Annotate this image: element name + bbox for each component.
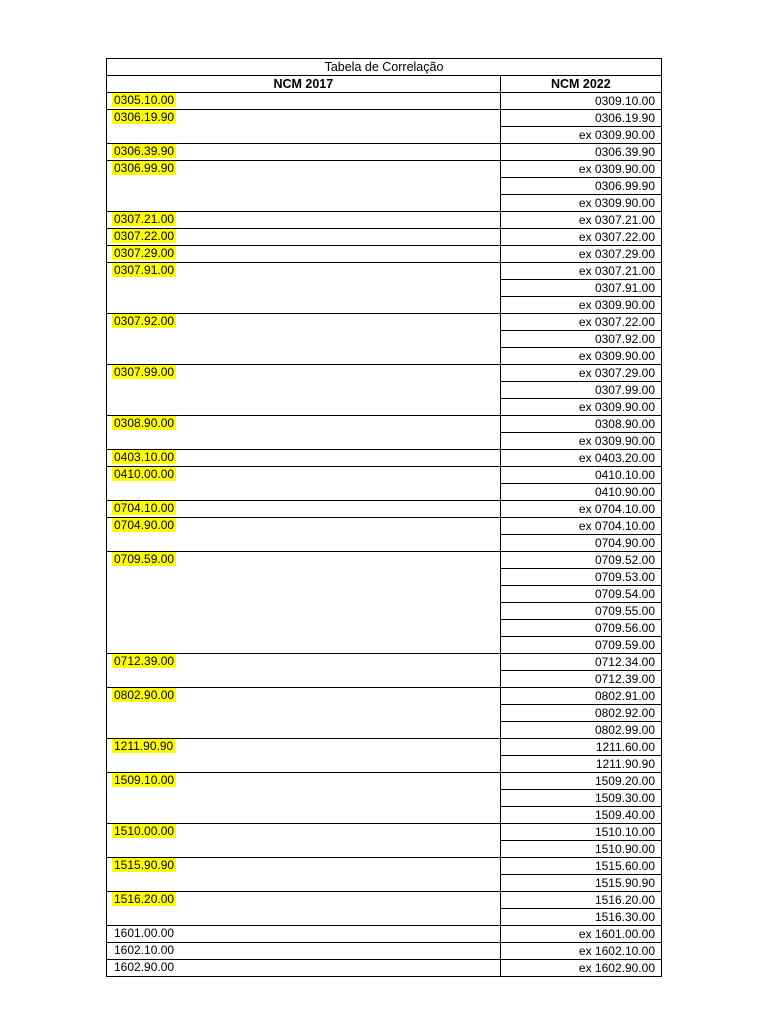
- ncm-2022-cell: 0802.92.00: [500, 705, 661, 722]
- ncm-2022-cell: ex 0307.21.00: [500, 212, 661, 229]
- ncm-2017-cell: [107, 552, 501, 654]
- ncm-2022-cell: 0712.34.00: [500, 654, 661, 671]
- ncm-2022-cell: ex 0309.90.00: [500, 195, 661, 212]
- ncm-2017-code-highlighted: 1515.90.90: [114, 858, 175, 872]
- ncm-2022-cell: 1516.30.00: [500, 909, 661, 926]
- ncm-2022-cell: ex 1601.00.00: [500, 926, 661, 943]
- table-row: [107, 212, 662, 229]
- ncm-2022-cell: 0709.55.00: [500, 603, 661, 620]
- ncm-2022-cell: 1211.60.00: [500, 739, 661, 756]
- ncm-2022-cell: ex 0309.90.00: [500, 297, 661, 314]
- ncm-2022-cell: 0709.53.00: [500, 569, 661, 586]
- ncm-2017-cell: [107, 144, 501, 161]
- ncm-2022-cell: 0307.92.00: [500, 331, 661, 348]
- ncm-2017-code-highlighted: 0307.29.00: [114, 246, 175, 260]
- table-row: [107, 314, 662, 331]
- ncm-2022-cell: 1515.90.90: [500, 875, 661, 892]
- header-ncm-2017: NCM 2017: [107, 76, 501, 93]
- ncm-2017-cell: [107, 450, 501, 467]
- ncm-2017-cell: [107, 110, 501, 144]
- ncm-2017-code-highlighted: 0306.99.90: [114, 161, 175, 175]
- table-row: [107, 450, 662, 467]
- ncm-2022-cell: ex 0307.29.00: [500, 365, 661, 382]
- table-title: Tabela de Correlação: [107, 59, 662, 76]
- ncm-2022-cell: 0709.59.00: [500, 637, 661, 654]
- ncm-2017-code-highlighted: 0308.90.00: [114, 416, 175, 430]
- ncm-2017-cell: [107, 501, 501, 518]
- ncm-2017-cell: [107, 654, 501, 688]
- table-row: [107, 263, 662, 280]
- ncm-2022-cell: ex 0309.90.00: [500, 127, 661, 144]
- ncm-2022-cell: 0410.90.00: [500, 484, 661, 501]
- ncm-2022-cell: ex 0307.29.00: [500, 246, 661, 263]
- ncm-2022-cell: 0306.99.90: [500, 178, 661, 195]
- ncm-2017-code-highlighted: 1510.00.00: [114, 824, 175, 838]
- ncm-2017-code-highlighted: 0306.19.90: [114, 110, 175, 124]
- header-ncm-2022: NCM 2022: [500, 76, 661, 93]
- ncm-2022-cell: 0709.56.00: [500, 620, 661, 637]
- table-row: [107, 93, 662, 110]
- ncm-2022-cell: 0712.39.00: [500, 671, 661, 688]
- ncm-2017-code-highlighted: 0307.22.00: [114, 229, 175, 243]
- ncm-2017-cell: [107, 246, 501, 263]
- ncm-2022-cell: ex 0309.90.00: [500, 433, 661, 450]
- table-row: [107, 654, 662, 671]
- table-row: [107, 229, 662, 246]
- ncm-2017-code-highlighted: 0307.92.00: [114, 314, 175, 328]
- ncm-2022-cell: 1510.90.00: [500, 841, 661, 858]
- table-row: [107, 161, 662, 178]
- ncm-2022-cell: 0709.54.00: [500, 586, 661, 603]
- ncm-2022-cell: ex 0704.10.00: [500, 501, 661, 518]
- table-row: [107, 824, 662, 841]
- ncm-2017-code-highlighted: 0307.21.00: [114, 212, 175, 226]
- ncm-2017-code: 1602.90.00: [114, 960, 175, 974]
- ncm-2022-cell: 0709.52.00: [500, 552, 661, 569]
- table-row: [107, 552, 662, 569]
- ncm-2017-cell: [107, 858, 501, 892]
- ncm-2017-code-highlighted: 0410.00.00: [114, 467, 175, 481]
- ncm-2022-cell: ex 0307.22.00: [500, 314, 661, 331]
- ncm-2022-cell: ex 0403.20.00: [500, 450, 661, 467]
- table-row: [107, 960, 662, 977]
- ncm-2017-cell: [107, 229, 501, 246]
- table-row: [107, 739, 662, 756]
- ncm-2017-code-highlighted: 0704.10.00: [114, 501, 175, 515]
- ncm-2017-cell: [107, 773, 501, 824]
- ncm-2022-cell: 1211.90.90: [500, 756, 661, 773]
- ncm-2022-cell: 1510.10.00: [500, 824, 661, 841]
- table-row: [107, 365, 662, 382]
- ncm-2022-cell: ex 0309.90.00: [500, 348, 661, 365]
- ncm-2022-cell: 0307.91.00: [500, 280, 661, 297]
- ncm-2017-code-highlighted: 1516.20.00: [114, 892, 175, 906]
- ncm-2017-cell: [107, 365, 501, 416]
- ncm-2022-cell: 0704.90.00: [500, 535, 661, 552]
- ncm-2022-cell: 0802.91.00: [500, 688, 661, 705]
- ncm-2017-cell: [107, 960, 501, 977]
- header-row: [107, 76, 662, 93]
- ncm-2017-cell: [107, 926, 501, 943]
- ncm-2022-cell: 1509.30.00: [500, 790, 661, 807]
- ncm-2022-cell: 1515.60.00: [500, 858, 661, 875]
- ncm-2017-cell: [107, 212, 501, 229]
- ncm-2022-cell: 0306.19.90: [500, 110, 661, 127]
- ncm-2022-cell: 0802.99.00: [500, 722, 661, 739]
- ncm-2022-cell: 0307.99.00: [500, 382, 661, 399]
- ncm-2017-code-highlighted: 0403.10.00: [114, 450, 175, 464]
- ncm-2017-code-highlighted: 0712.39.00: [114, 654, 175, 668]
- ncm-2017-code-highlighted: 0307.91.00: [114, 263, 175, 277]
- ncm-2017-cell: [107, 892, 501, 926]
- ncm-2017-cell: [107, 161, 501, 212]
- ncm-2017-cell: [107, 739, 501, 773]
- table-row: [107, 467, 662, 484]
- correlation-table: [106, 58, 662, 977]
- title-row: [107, 59, 662, 76]
- table-row: [107, 144, 662, 161]
- ncm-2022-cell: ex 0307.22.00: [500, 229, 661, 246]
- ncm-2017-cell: [107, 824, 501, 858]
- ncm-2022-cell: 1516.20.00: [500, 892, 661, 909]
- ncm-2017-code-highlighted: 0306.39.90: [114, 144, 175, 158]
- table-row: [107, 688, 662, 705]
- ncm-2017-cell: [107, 263, 501, 314]
- table-row: [107, 246, 662, 263]
- ncm-2022-cell: 0308.90.00: [500, 416, 661, 433]
- table-row: [107, 773, 662, 790]
- ncm-2022-cell: 0309.10.00: [500, 93, 661, 110]
- table-row: [107, 110, 662, 127]
- ncm-2017-cell: [107, 518, 501, 552]
- ncm-2017-code: 1602.10.00: [114, 943, 175, 957]
- table-row: [107, 926, 662, 943]
- table-row: [107, 943, 662, 960]
- ncm-2017-cell: [107, 467, 501, 501]
- table-row: [107, 892, 662, 909]
- ncm-2017-code-highlighted: 1211.90.90: [114, 739, 174, 753]
- ncm-2022-cell: ex 0309.90.00: [500, 399, 661, 416]
- ncm-2017-code-highlighted: 0802.90.00: [114, 688, 175, 702]
- ncm-2017-code-highlighted: 0305.10.00: [114, 93, 175, 107]
- ncm-2017-code-highlighted: 0709.59.00: [114, 552, 175, 566]
- ncm-2017-code-highlighted: 1509.10.00: [114, 773, 175, 787]
- ncm-2017-cell: [107, 688, 501, 739]
- ncm-2017-code-highlighted: 0704.90.00: [114, 518, 175, 532]
- ncm-2017-cell: [107, 943, 501, 960]
- ncm-2017-cell: [107, 416, 501, 450]
- ncm-2022-cell: 0306.39.90: [500, 144, 661, 161]
- ncm-2017-code: 1601.00.00: [114, 926, 175, 940]
- ncm-2017-cell: [107, 93, 501, 110]
- table-body: [107, 93, 662, 977]
- ncm-2022-cell: 0410.10.00: [500, 467, 661, 484]
- table-row: [107, 518, 662, 535]
- ncm-2022-cell: ex 1602.10.00: [500, 943, 661, 960]
- table-row: [107, 501, 662, 518]
- ncm-2017-code-highlighted: 0307.99.00: [114, 365, 175, 379]
- ncm-2017-cell: [107, 314, 501, 365]
- ncm-2022-cell: 1509.20.00: [500, 773, 661, 790]
- ncm-2022-cell: ex 1602.90.00: [500, 960, 661, 977]
- table-row: [107, 416, 662, 433]
- ncm-2022-cell: ex 0307.21.00: [500, 263, 661, 280]
- table-row: [107, 858, 662, 875]
- ncm-2022-cell: 1509.40.00: [500, 807, 661, 824]
- ncm-2022-cell: ex 0704.10.00: [500, 518, 661, 535]
- ncm-2022-cell: ex 0309.90.00: [500, 161, 661, 178]
